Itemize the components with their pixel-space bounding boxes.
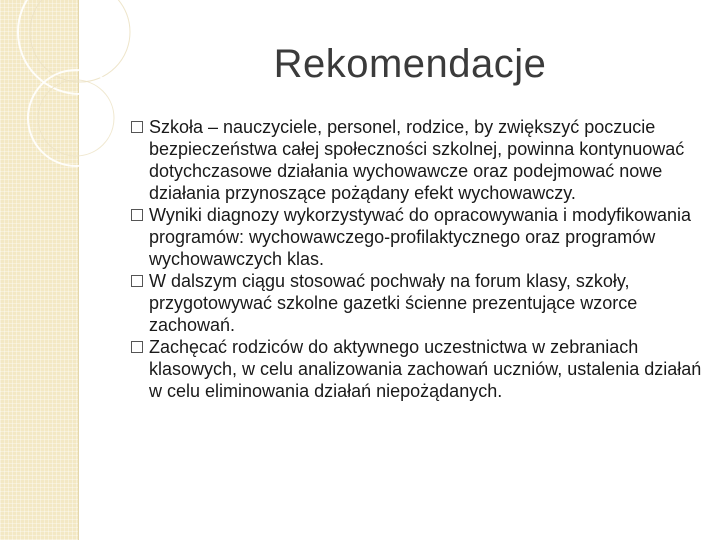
checkbox-icon [131, 341, 143, 353]
slide-title: Rekomendacje [273, 42, 547, 86]
checkbox-icon [131, 275, 143, 287]
bullet-text: Wyniki diagnozy wykorzystywać do opracowywania i modyfikowania programów: wychowawczego-profilaktycznego oraz programów wychowawczych klas. [149, 205, 692, 269]
bullet-text: W dalszym ciągu stosować pochwały na forum klasy, szkoły, przygotowywać szkolne gazetki ścienne prezentujące wzorce zachowań. [149, 271, 638, 335]
checkbox-icon [131, 209, 143, 221]
checkbox-icon [131, 121, 143, 133]
bullet-list [130, 116, 710, 402]
bullet-text: Szkoła – nauczyciele, personel, rodzice, by zwiększyć poczucie bezpieczeństwa całej społeczności szkolnej, powinna kontynuować dotychczasowe działania wychowawcze oraz podejmować nowe działania przynoszące pożądany efekt wychowawczy. [149, 117, 685, 203]
bullet-item [130, 270, 710, 336]
bullet-text: Zachęcać rodziców do aktywnego uczestnictwa w zebraniach klasowych, w celu analizowania zachowań uczniów, ustalenia działań w celu eliminowania działań niepożądanych. [149, 337, 702, 401]
bullet-item [130, 204, 710, 270]
bullet-item [130, 116, 710, 204]
bullet-item [130, 336, 710, 402]
